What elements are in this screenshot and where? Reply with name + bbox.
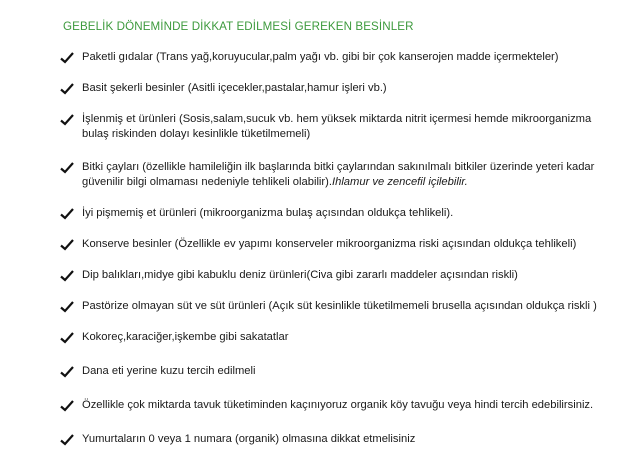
list-item-text-continued xyxy=(82,175,612,191)
checkmark-icon xyxy=(60,270,74,282)
checkmark-icon xyxy=(60,301,74,313)
checkmark-icon xyxy=(60,208,74,220)
checkmark-icon xyxy=(60,400,74,412)
list-item-text: Konserve besinler (Özellikle ev yapımı konserveler mikroorganizma riski açısından oldukça tehlikeli) xyxy=(82,238,577,250)
list-item-text: İşlenmiş et ürünleri (Sosis,salam,sucuk vb. hem yüksek miktarda nitrit içermesi hemde mikroorganizma xyxy=(82,113,592,125)
list-item-text: Dana eti yerine kuzu tercih edilmeli xyxy=(82,365,256,377)
list-item-text-continued: bulaş riskinden dolayı kesinlikle tüketilmemeli) xyxy=(82,128,311,140)
list-item-text: Basit şekerli besinler (Asitli içecekler,pastalar,hamur işleri vb.) xyxy=(82,82,387,94)
list-item-text: Özellikle çok miktarda tavuk tüketiminden kaçınıyoruz organik köy tavuğu veya hindi tercih edebilirsiniz. xyxy=(82,399,594,411)
checkmark-icon xyxy=(60,366,74,378)
page-title: GEBELİK DÖNEMİNDE DİKKAT EDİLMESİ GEREKEN BESİNLER xyxy=(63,20,414,33)
checkmark-icon xyxy=(60,434,74,446)
list-item-text: Paketli gıdalar (Trans yağ,koruyucular,palm yağı vb. gibi bir çok kanserojen madde içermekteler) xyxy=(82,51,559,63)
list-item-text-italic: Ihlamur ve zencefil içilebilir. xyxy=(331,176,468,188)
list-item-text: Yumurtaların 0 veya 1 numara (organik) olmasına dikkat etmelisiniz xyxy=(82,433,416,445)
list-item-text: Kokoreç,karaciğer,işkembe gibi sakatatlar xyxy=(82,331,289,343)
list-item-text: Dip balıkları,midye gibi kabuklu deniz ürünleri(Civa gibi zararlı maddeler açısından riskli) xyxy=(82,269,518,281)
list-item-text-regular: güvenilir bilgi olmaması nedeniyle tehlikeli olabilir). xyxy=(82,176,332,188)
checkmark-icon xyxy=(60,332,74,344)
checkmark-icon xyxy=(60,83,74,95)
checkmark-icon xyxy=(60,52,74,64)
checkmark-icon xyxy=(60,162,74,174)
checkmark-icon xyxy=(60,114,74,126)
list-item-text: İyi pişmemiş et ürünleri (mikroorganizma bulaş açısından oldukça tehlikeli). xyxy=(82,207,454,219)
list-item-text: Pastörize olmayan süt ve süt ürünleri (Açık süt kesinlikle tüketilmemeli brusella açısından oldukça riskli ) xyxy=(82,300,597,312)
list-item-text: Bitki çayları (özellikle hamileliğin ilk başlarında bitki çaylarından sakınılmalı bitkiler üzerinde yeteri kadar xyxy=(82,161,595,173)
checkmark-icon xyxy=(60,239,74,251)
